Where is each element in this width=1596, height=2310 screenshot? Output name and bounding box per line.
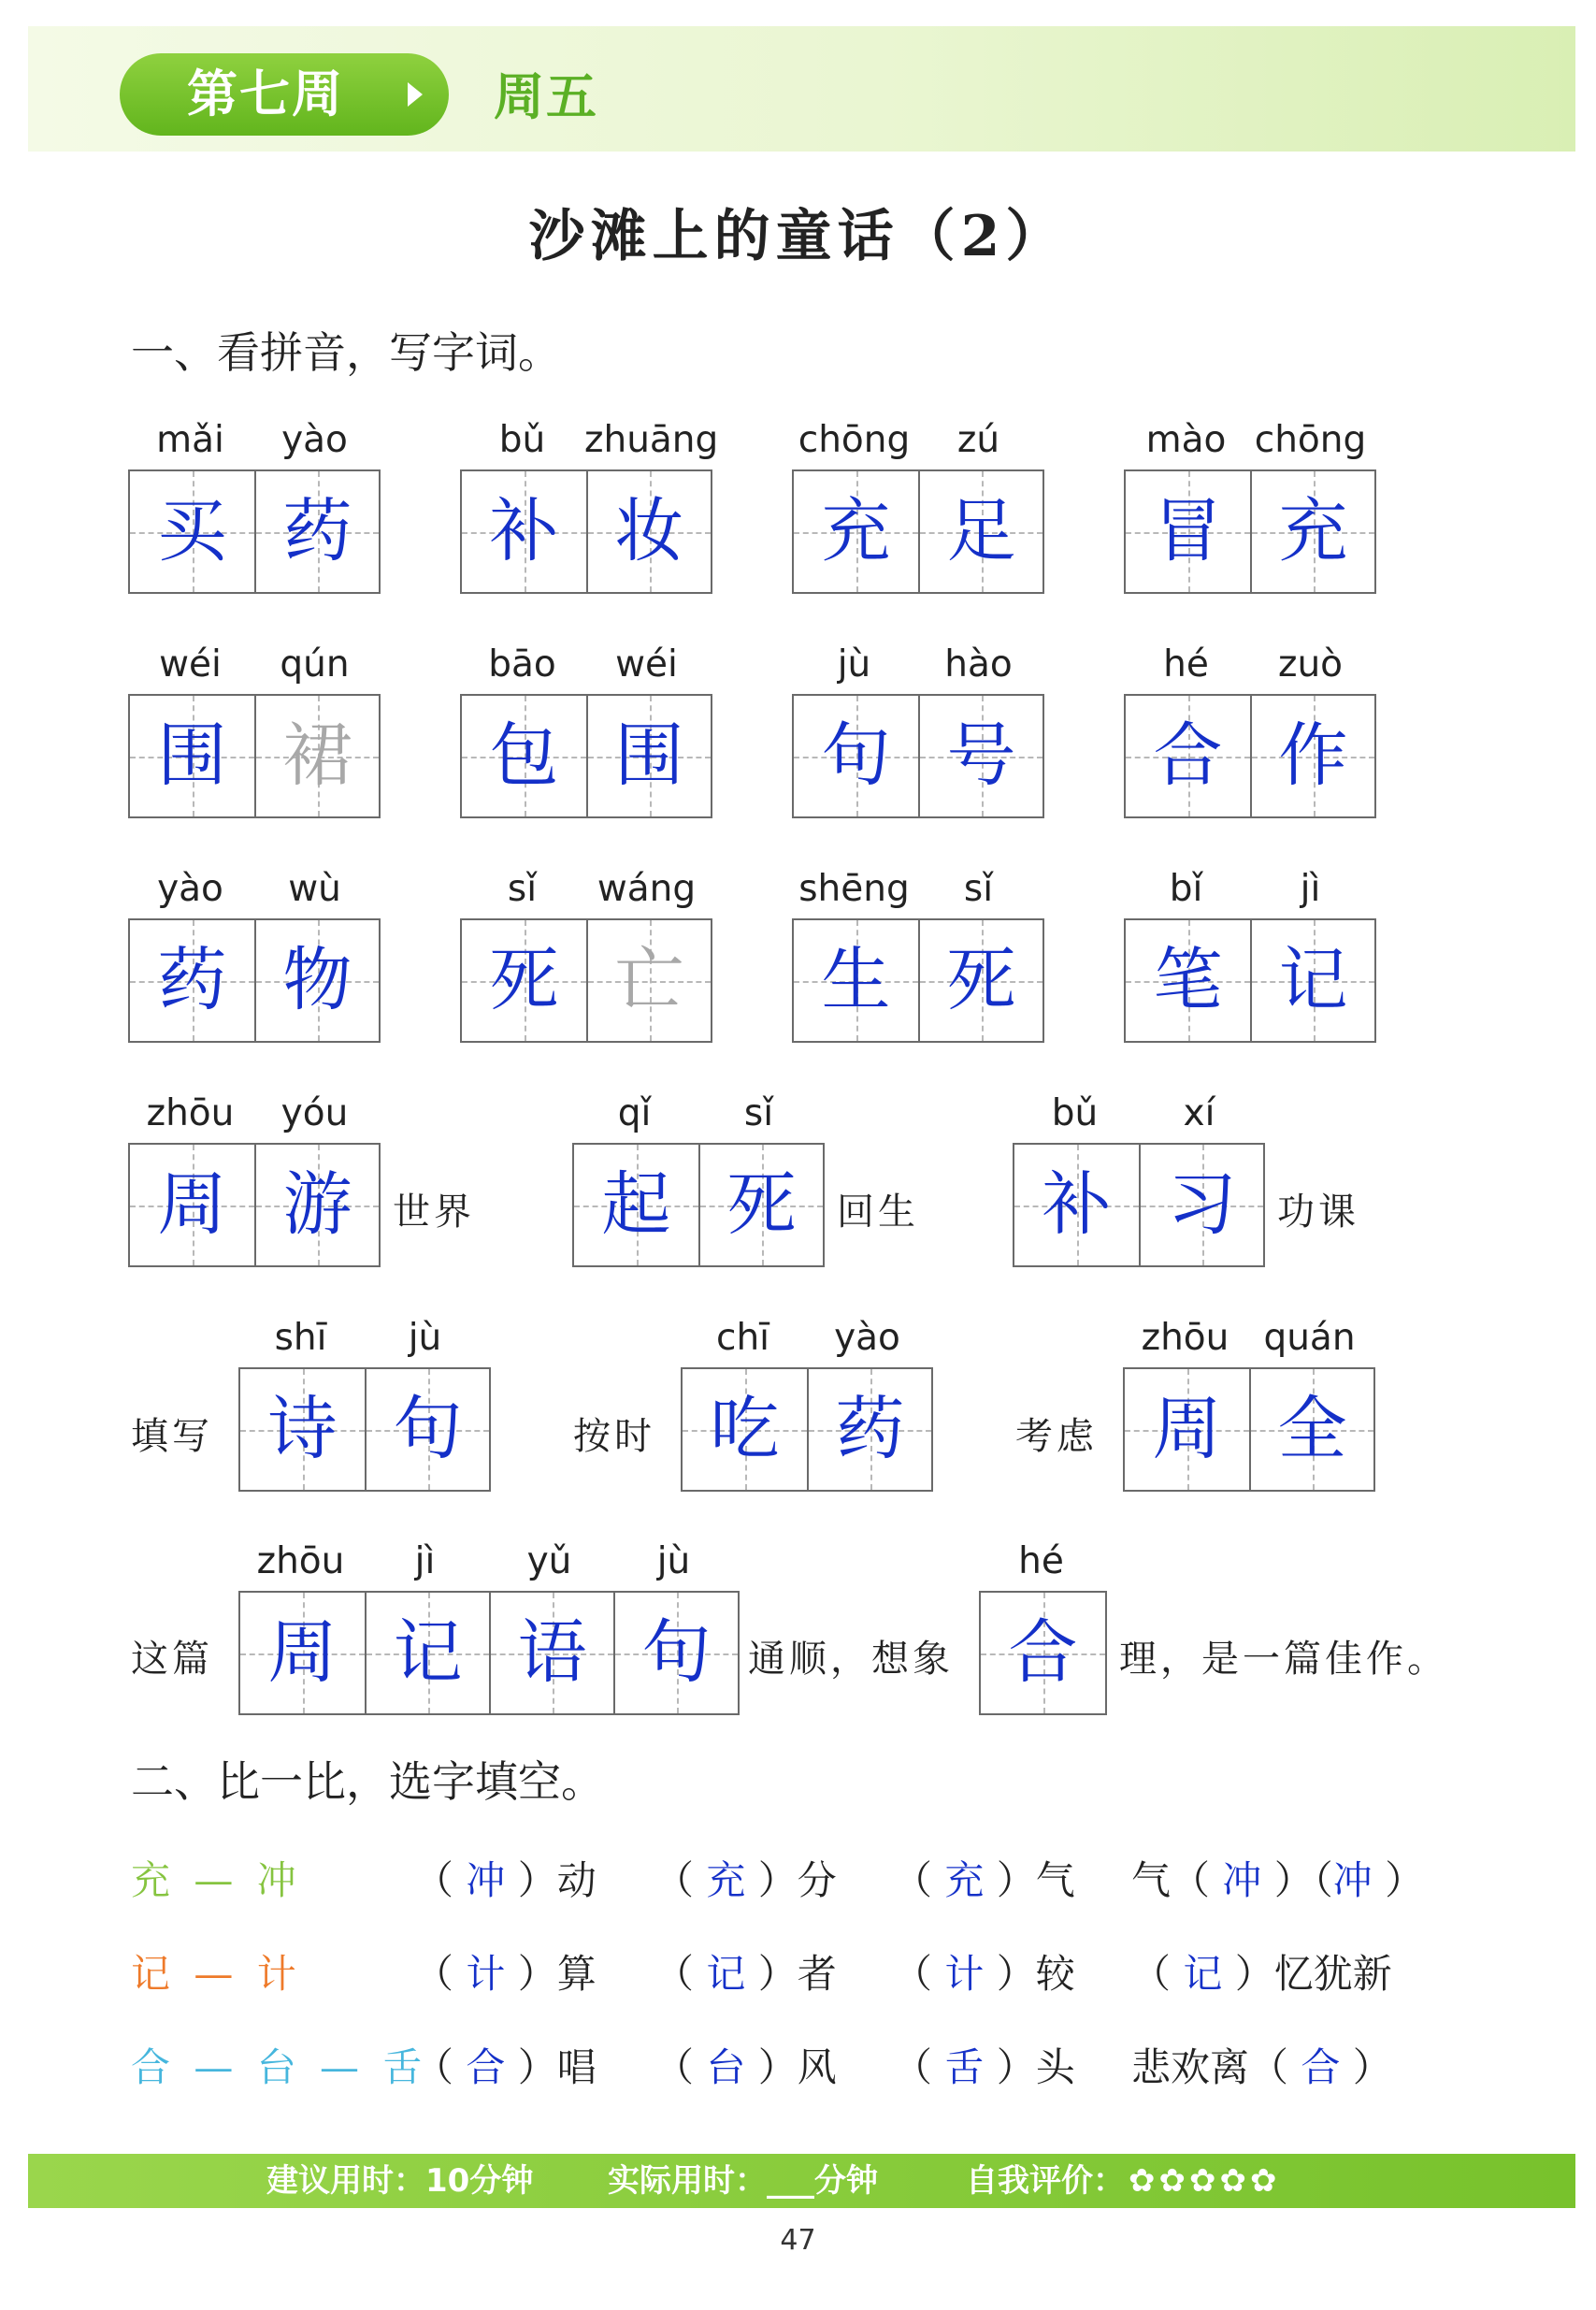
tianzige-cell[interactable] — [462, 920, 586, 1041]
pinyin: sǐ — [507, 868, 538, 910]
pinyin: mǎi — [156, 419, 224, 461]
tianzige-cell[interactable] — [462, 696, 586, 816]
answer-character: 冲 — [466, 1857, 506, 1903]
tianzige-cell[interactable] — [698, 1145, 823, 1265]
lesson-title: 沙滩上的童话（2） — [528, 204, 1068, 269]
pinyin: yóu — [280, 1092, 349, 1134]
pinyin: bǔ — [1051, 1092, 1099, 1134]
pinyin: qún — [280, 643, 350, 686]
tianzige-cell[interactable] — [1250, 696, 1374, 816]
handwritten-character: 句 — [393, 1389, 463, 1469]
handwritten-character: 周 — [157, 1164, 227, 1245]
handwritten-character: 买 — [157, 491, 227, 571]
pinyin: quán — [1263, 1317, 1356, 1359]
pinyin: chōng — [798, 419, 911, 461]
tianzige-boxes — [681, 1367, 933, 1492]
week-pill: 第七周 — [120, 53, 449, 136]
handwritten-character: 记 — [1278, 940, 1348, 1020]
answer-character: 记 — [1183, 1951, 1223, 1997]
pinyin: wéi — [615, 643, 678, 686]
handwritten-character: 记 — [393, 1612, 463, 1693]
pinyin: hào — [944, 643, 1013, 686]
fill-blank-item[interactable] — [654, 2037, 837, 2093]
handwritten-character: 吃 — [710, 1389, 780, 1469]
tianzige-boxes — [1123, 1367, 1375, 1492]
pinyin: mào — [1145, 419, 1227, 461]
handwritten-character: 补 — [1042, 1164, 1112, 1245]
tianzige-cell[interactable] — [1126, 696, 1250, 816]
pinyin: jù — [837, 643, 871, 686]
blank-prefix: （ — [654, 1951, 707, 1997]
footer-bar — [28, 2154, 1575, 2208]
pinyin: sǐ — [743, 1092, 774, 1134]
context-text: 按时 — [573, 1415, 655, 1458]
tianzige-cell[interactable] — [794, 471, 918, 592]
handwritten-character: 药 — [157, 940, 227, 1020]
pinyin: jù — [656, 1540, 691, 1582]
pinyin: bǐ — [1169, 868, 1203, 910]
handwritten-character: 足 — [946, 491, 1016, 571]
pinyin: zhōu — [146, 1092, 235, 1134]
tianzige-cell[interactable] — [918, 696, 1042, 816]
tianzige-boxes — [792, 694, 1044, 818]
pinyin: zhuāng — [584, 419, 719, 461]
context-text: 功课 — [1277, 1191, 1359, 1234]
pinyin: hé — [1163, 643, 1209, 686]
tianzige-cell[interactable] — [254, 1145, 379, 1265]
tianzige-boxes — [1124, 469, 1376, 594]
handwritten-character: 围 — [614, 715, 684, 796]
blank-suffix: ） — [1340, 2044, 1392, 2090]
fill-blank-item[interactable] — [414, 2037, 597, 2093]
handwritten-character: 周 — [1152, 1389, 1222, 1469]
blank-prefix: （ — [654, 1857, 707, 1903]
tianzige-cell[interactable] — [1249, 1369, 1373, 1490]
handwritten-character: 笔 — [1153, 940, 1223, 1020]
flower-rating-icon: ✿✿✿✿✿ — [1129, 2162, 1281, 2200]
handwritten-character: 药 — [835, 1389, 905, 1469]
handwritten-character: 合 — [1153, 715, 1223, 796]
handwritten-character: 物 — [282, 940, 352, 1020]
blank-suffix: ）较 — [984, 1951, 1075, 1997]
pinyin: wéi — [159, 643, 222, 686]
answer-character: 合 — [1301, 2044, 1341, 2090]
answer-character: 冲 — [1332, 1857, 1373, 1903]
handwritten-character: 补 — [489, 491, 559, 571]
tianzige-cell[interactable] — [1125, 1369, 1249, 1490]
tianzige-cell[interactable] — [586, 696, 711, 816]
blank-prefix: （ — [893, 1857, 945, 1903]
handwritten-character: 冒 — [1153, 491, 1223, 571]
answer-character: 舌 — [944, 2044, 985, 2090]
tianzige-boxes — [238, 1591, 740, 1715]
tianzige-boxes — [792, 469, 1044, 594]
tianzige-cell[interactable] — [807, 1369, 931, 1490]
pinyin: hé — [1018, 1540, 1064, 1582]
tianzige-cell[interactable] — [240, 1369, 365, 1490]
fill-blank-item[interactable] — [414, 1943, 597, 2000]
context-text: 填写 — [131, 1415, 213, 1458]
pinyin: zhōu — [256, 1540, 345, 1582]
tianzige-cell[interactable] — [1250, 471, 1374, 592]
pinyin: qǐ — [617, 1092, 652, 1134]
actual-time: 实际用时：___分钟 — [608, 2162, 878, 2200]
pinyin: chī — [716, 1317, 769, 1359]
context-text: 考虑 — [1015, 1415, 1098, 1458]
answer-character: 合 — [466, 2044, 506, 2090]
pinyin: bāo — [488, 643, 556, 686]
tianzige-boxes — [128, 694, 381, 818]
tianzige-cell[interactable] — [254, 696, 379, 816]
answer-character: 充 — [944, 1857, 985, 1903]
tianzige-boxes — [460, 918, 712, 1043]
context-text: 理，是一篇佳作。 — [1119, 1638, 1448, 1681]
context-text: 世界 — [393, 1191, 475, 1234]
tianzige-cell[interactable] — [1014, 1145, 1139, 1265]
tianzige-boxes — [1124, 918, 1376, 1043]
context-text: 这篇 — [131, 1638, 213, 1681]
tianzige-cell[interactable] — [254, 471, 379, 592]
pinyin: zhōu — [1141, 1317, 1229, 1359]
handwritten-character: 作 — [1278, 715, 1348, 796]
tianzige-cell[interactable] — [365, 1593, 489, 1713]
blank-suffix: ） — [1372, 1857, 1425, 1903]
blank-suffix: ）忆犹新 — [1222, 1951, 1392, 1997]
blank-prefix: （ — [654, 2044, 707, 2090]
pinyin: sǐ — [963, 868, 994, 910]
tianzige-boxes — [1013, 1143, 1265, 1267]
tianzige-cell[interactable] — [365, 1369, 489, 1490]
tianzige-cell[interactable] — [981, 1593, 1105, 1713]
blank-suffix: ）（ — [1261, 1857, 1333, 1903]
tianzige-cell[interactable] — [130, 920, 254, 1041]
blank-suffix: ）动 — [505, 1857, 597, 1903]
blank-prefix: （ — [893, 2044, 945, 2090]
tianzige-boxes — [792, 918, 1044, 1043]
handwritten-character: 死 — [946, 940, 1016, 1020]
tianzige-cell[interactable] — [240, 1593, 365, 1713]
pinyin: yào — [157, 868, 223, 910]
pinyin: zuò — [1277, 643, 1344, 686]
tianzige-cell[interactable] — [1139, 1145, 1263, 1265]
self-eval-label: 自我评价： — [966, 2162, 1125, 2200]
blank-prefix: （ — [414, 1951, 467, 1997]
pinyin: jù — [408, 1317, 442, 1359]
compare-label: 充 — 冲 — [131, 1857, 302, 1903]
handwritten-character: 句 — [641, 1612, 712, 1693]
day-label: 周五 — [494, 67, 598, 126]
handwritten-character: 起 — [601, 1164, 671, 1245]
fill-blank-item[interactable] — [414, 1850, 597, 1906]
blank-prefix: （ — [893, 1951, 945, 1997]
handwritten-character: 死 — [726, 1164, 797, 1245]
blank-suffix: ）算 — [505, 1951, 597, 1997]
tianzige-cell[interactable] — [918, 920, 1042, 1041]
blank-prefix: 气（ — [1131, 1857, 1223, 1903]
tianzige-boxes — [128, 918, 381, 1043]
context-text: 回生 — [837, 1191, 919, 1234]
answer-character: 计 — [466, 1951, 506, 1997]
blank-suffix: ）气 — [984, 1857, 1075, 1903]
tianzige-cell[interactable] — [254, 920, 379, 1041]
pinyin: yǔ — [526, 1540, 572, 1582]
pinyin: wáng — [597, 868, 697, 910]
tianzige-boxes — [460, 469, 712, 594]
pinyin: yào — [834, 1317, 900, 1359]
compare-label: 记 — 计 — [131, 1951, 302, 1997]
handwritten-character: 合 — [1008, 1612, 1078, 1693]
tianzige-boxes — [460, 694, 712, 818]
fill-blank-item[interactable] — [654, 1943, 837, 2000]
handwritten-character: 药 — [282, 491, 352, 571]
blank-prefix: （ — [414, 1857, 467, 1903]
compare-label: 合 — 台 — 舌 — [131, 2044, 428, 2090]
tianzige-cell[interactable] — [130, 471, 254, 592]
blank-prefix: 悲欢离（ — [1131, 2044, 1301, 2090]
tianzige-cell[interactable] — [794, 920, 918, 1041]
tianzige-boxes — [979, 1591, 1107, 1715]
fill-blank-item[interactable] — [1131, 1850, 1424, 1906]
tianzige-cell[interactable] — [489, 1593, 613, 1713]
pinyin: yào — [281, 419, 348, 461]
tianzige-cell[interactable] — [462, 471, 586, 592]
fill-blank-item[interactable] — [1131, 1943, 1392, 2000]
handwritten-character: 充 — [821, 491, 891, 571]
answer-character: 记 — [706, 1951, 746, 1997]
blank-prefix: （ — [1131, 1951, 1184, 1997]
tianzige-boxes — [128, 1143, 381, 1267]
handwritten-character: 围 — [157, 715, 227, 796]
handwritten-character: 全 — [1277, 1389, 1347, 1469]
answer-character: 台 — [706, 2044, 746, 2090]
handwritten-character: 句 — [821, 715, 891, 796]
handwritten-character: 号 — [946, 715, 1016, 796]
handwritten-character: 诗 — [267, 1389, 338, 1469]
answer-character: 计 — [944, 1951, 985, 1997]
tianzige-cell[interactable] — [1126, 920, 1250, 1041]
trace-character: 亡 — [614, 940, 684, 1020]
tianzige-cell[interactable] — [613, 1593, 738, 1713]
blank-prefix: （ — [414, 2044, 467, 2090]
tianzige-cell[interactable] — [130, 696, 254, 816]
tianzige-cell[interactable] — [683, 1369, 807, 1490]
tianzige-boxes — [128, 469, 381, 594]
tianzige-cell[interactable] — [574, 1145, 698, 1265]
fill-blank-item[interactable] — [654, 1850, 837, 1906]
handwritten-character: 习 — [1167, 1164, 1237, 1245]
pinyin: shēng — [798, 868, 910, 910]
handwritten-character: 包 — [489, 715, 559, 796]
blank-suffix: ）唱 — [505, 2044, 597, 2090]
fill-blank-item[interactable] — [893, 1943, 1075, 2000]
tianzige-boxes — [572, 1143, 825, 1267]
tianzige-cell[interactable] — [1250, 920, 1374, 1041]
handwritten-character: 妆 — [614, 491, 684, 571]
arrow-right-icon — [408, 82, 423, 107]
answer-character: 冲 — [1222, 1857, 1262, 1903]
pinyin: xí — [1183, 1092, 1215, 1134]
tianzige-cell[interactable] — [918, 471, 1042, 592]
pinyin: zú — [956, 419, 1000, 461]
section1-heading: 一、看拼音，写字词。 — [131, 327, 561, 378]
pinyin: shī — [274, 1317, 327, 1359]
tianzige-cell[interactable] — [1126, 471, 1250, 592]
blank-suffix: ）分 — [745, 1857, 837, 1903]
blank-suffix: ）者 — [745, 1951, 837, 1997]
handwritten-character: 充 — [1278, 491, 1348, 571]
context-text: 通顺，想象 — [748, 1638, 954, 1681]
section2-heading: 二、比一比，选字填空。 — [131, 1756, 604, 1807]
fill-blank-item[interactable] — [893, 2037, 1075, 2093]
pinyin: bǔ — [498, 419, 546, 461]
fill-blank-item[interactable] — [893, 1850, 1075, 1906]
tianzige-boxes — [238, 1367, 491, 1492]
handwritten-character: 生 — [821, 940, 891, 1020]
blank-suffix: ）风 — [745, 2044, 837, 2090]
blank-suffix: ）头 — [984, 2044, 1075, 2090]
suggested-time: 建议用时：10分钟 — [266, 2162, 534, 2200]
pinyin: chōng — [1254, 419, 1367, 461]
page-number: 47 — [780, 2224, 816, 2257]
handwritten-character: 游 — [282, 1164, 352, 1245]
tianzige-cell[interactable] — [586, 920, 711, 1041]
tianzige-cell[interactable] — [794, 696, 918, 816]
trace-character: 裙 — [282, 715, 352, 796]
fill-blank-item[interactable] — [1131, 2037, 1392, 2093]
handwritten-character: 周 — [267, 1612, 338, 1693]
handwritten-character: 语 — [517, 1612, 587, 1693]
tianzige-boxes — [1124, 694, 1376, 818]
handwritten-character: 死 — [489, 940, 559, 1020]
tianzige-cell[interactable] — [130, 1145, 254, 1265]
tianzige-cell[interactable] — [586, 471, 711, 592]
pinyin: jì — [414, 1540, 436, 1582]
pinyin: wù — [288, 868, 341, 910]
pinyin: jì — [1300, 868, 1321, 910]
answer-character: 充 — [706, 1857, 746, 1903]
